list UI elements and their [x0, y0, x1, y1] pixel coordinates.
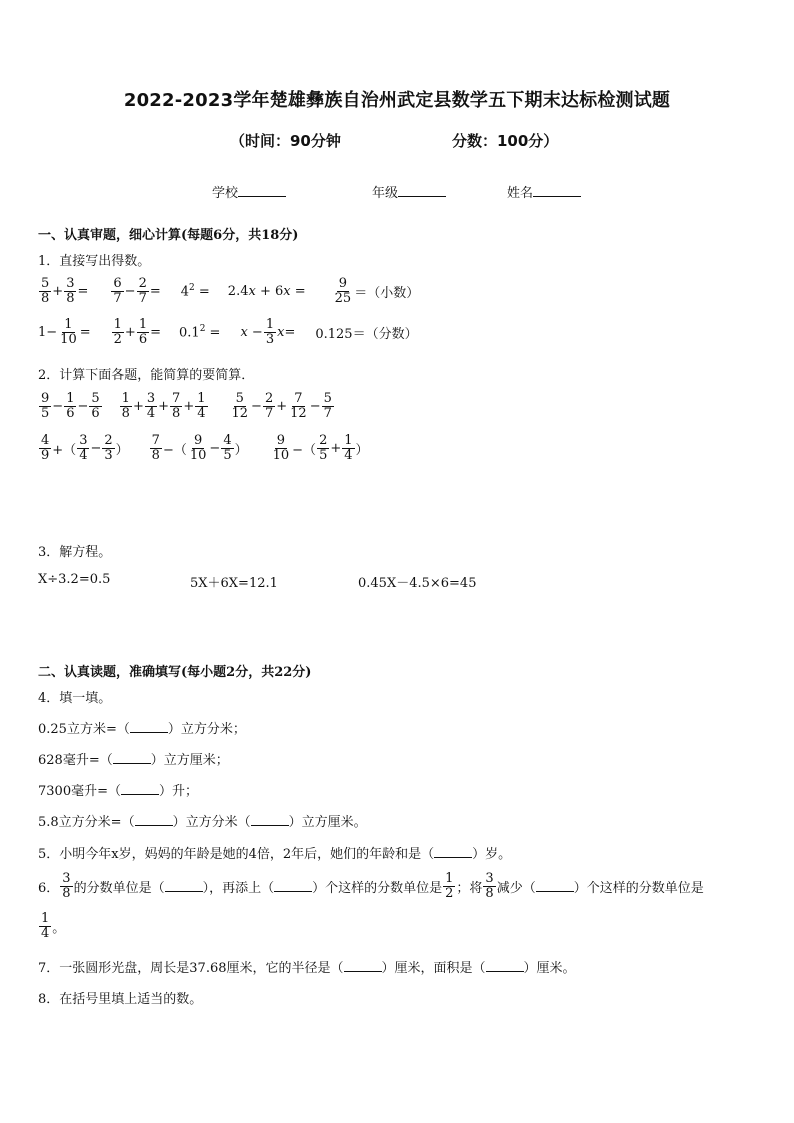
question-8: 8．在括号里填上适当的数。 [38, 992, 203, 1007]
q1-decimal-hint: ＝（小数） [354, 285, 420, 301]
q4-item-d: 5.8立方分米=（ ）立方分米（ ）立方厘米。 [38, 815, 367, 830]
question-6-cont: $\frac{1}{4}$ 。 [41, 911, 66, 941]
equation-2: 5X＋6X=12.1 [190, 576, 278, 591]
name-field: 姓名 [507, 182, 581, 201]
question-3: 3．解方程。 [38, 545, 112, 560]
equation-1: X÷3.2=0.5 [38, 572, 111, 587]
school-field: 学校 [212, 182, 286, 201]
q4-item-b: 628毫升=（ ）立方厘米； [38, 753, 229, 768]
equation-3: 0.45X－4.5×6=45 [358, 576, 477, 591]
q1-fraction-hint: 0.125＝（分数） [315, 326, 418, 342]
section1-heading: 一、认真审题，细心计算(每题6分，共18分) [38, 228, 299, 243]
q2-row-2: $\frac{4}{9}$ +（ $\frac{3}{4}$ − $\frac{2}{3}$ ） $\frac{7}{8}$ −（ $\frac{9}{10}$ − $\frac{4}{5}$ ） $\frac{9}{10}$ −（ $\frac{2}{5}$ + $\frac{1}{4}$ ） [41, 433, 369, 463]
question-1: 1．直接写出得数。 [38, 254, 151, 269]
question-5: 5．小明今年x岁，妈妈的年龄是她的4倍，2年后，她们的年龄和是（ ）岁。 [38, 847, 512, 862]
time-label: （时间：90分钟 [230, 132, 341, 150]
grade-field: 年级 [372, 182, 446, 201]
q4-item-a: 0.25立方米=（ ）立方分米； [38, 722, 246, 737]
q1-row-1: $\frac{5}{8}$ + $\frac{3}{8}$ = $\frac{6}{7}$ − $\frac{2}{7}$ = $4^2$ = 2.4x + 6x = $\frac{9}{25}$ ＝（小数） [41, 276, 420, 306]
q4-item-c: 7300毫升=（ ）升； [38, 784, 198, 799]
section2-heading: 二、认真读题，准确填写(每小题2分，共22分) [38, 665, 312, 680]
q2-row-1: $\frac{9}{5}$ − $\frac{1}{6}$ − $\frac{5}{6}$ $\frac{1}{8}$ + $\frac{3}{4}$ + $\frac{7}{8}$ + $\frac{1}{4}$ $\frac{5}{12}$ − $\frac{2}{7}$ + $\frac{7}{12}$ − $\frac{5}{7}$ [41, 391, 332, 421]
question-4: 4．填一填。 [38, 691, 112, 706]
question-2: 2．计算下面各题，能简算的要简算． [38, 368, 255, 383]
score-label: 分数：100分） [452, 132, 559, 150]
page-title: 2022-2023学年楚雄彝族自治州武定县数学五下期末达标检测试题 [123, 90, 671, 111]
question-6: 6． $\frac{3}{8}$ 的分数单位是（ ），再添上（ ）个这样的分数单位是 $\frac{1}{2}$ ；将 $\frac{3}{8}$ 减少（ ）个这样的分数单位是 [38, 871, 704, 901]
question-7: 7．一张圆形光盘，周长是37.68厘米，它的半径是（ ）厘米，面积是（ ）厘米。 [38, 961, 576, 976]
q1-row-2: 1− $\frac{1}{10}$ = $\frac{1}{2}$ + $\frac{1}{6}$ = $0.1^2$ = x − $\frac{1}{3}$ x = 0.125＝（分数） [38, 317, 418, 347]
